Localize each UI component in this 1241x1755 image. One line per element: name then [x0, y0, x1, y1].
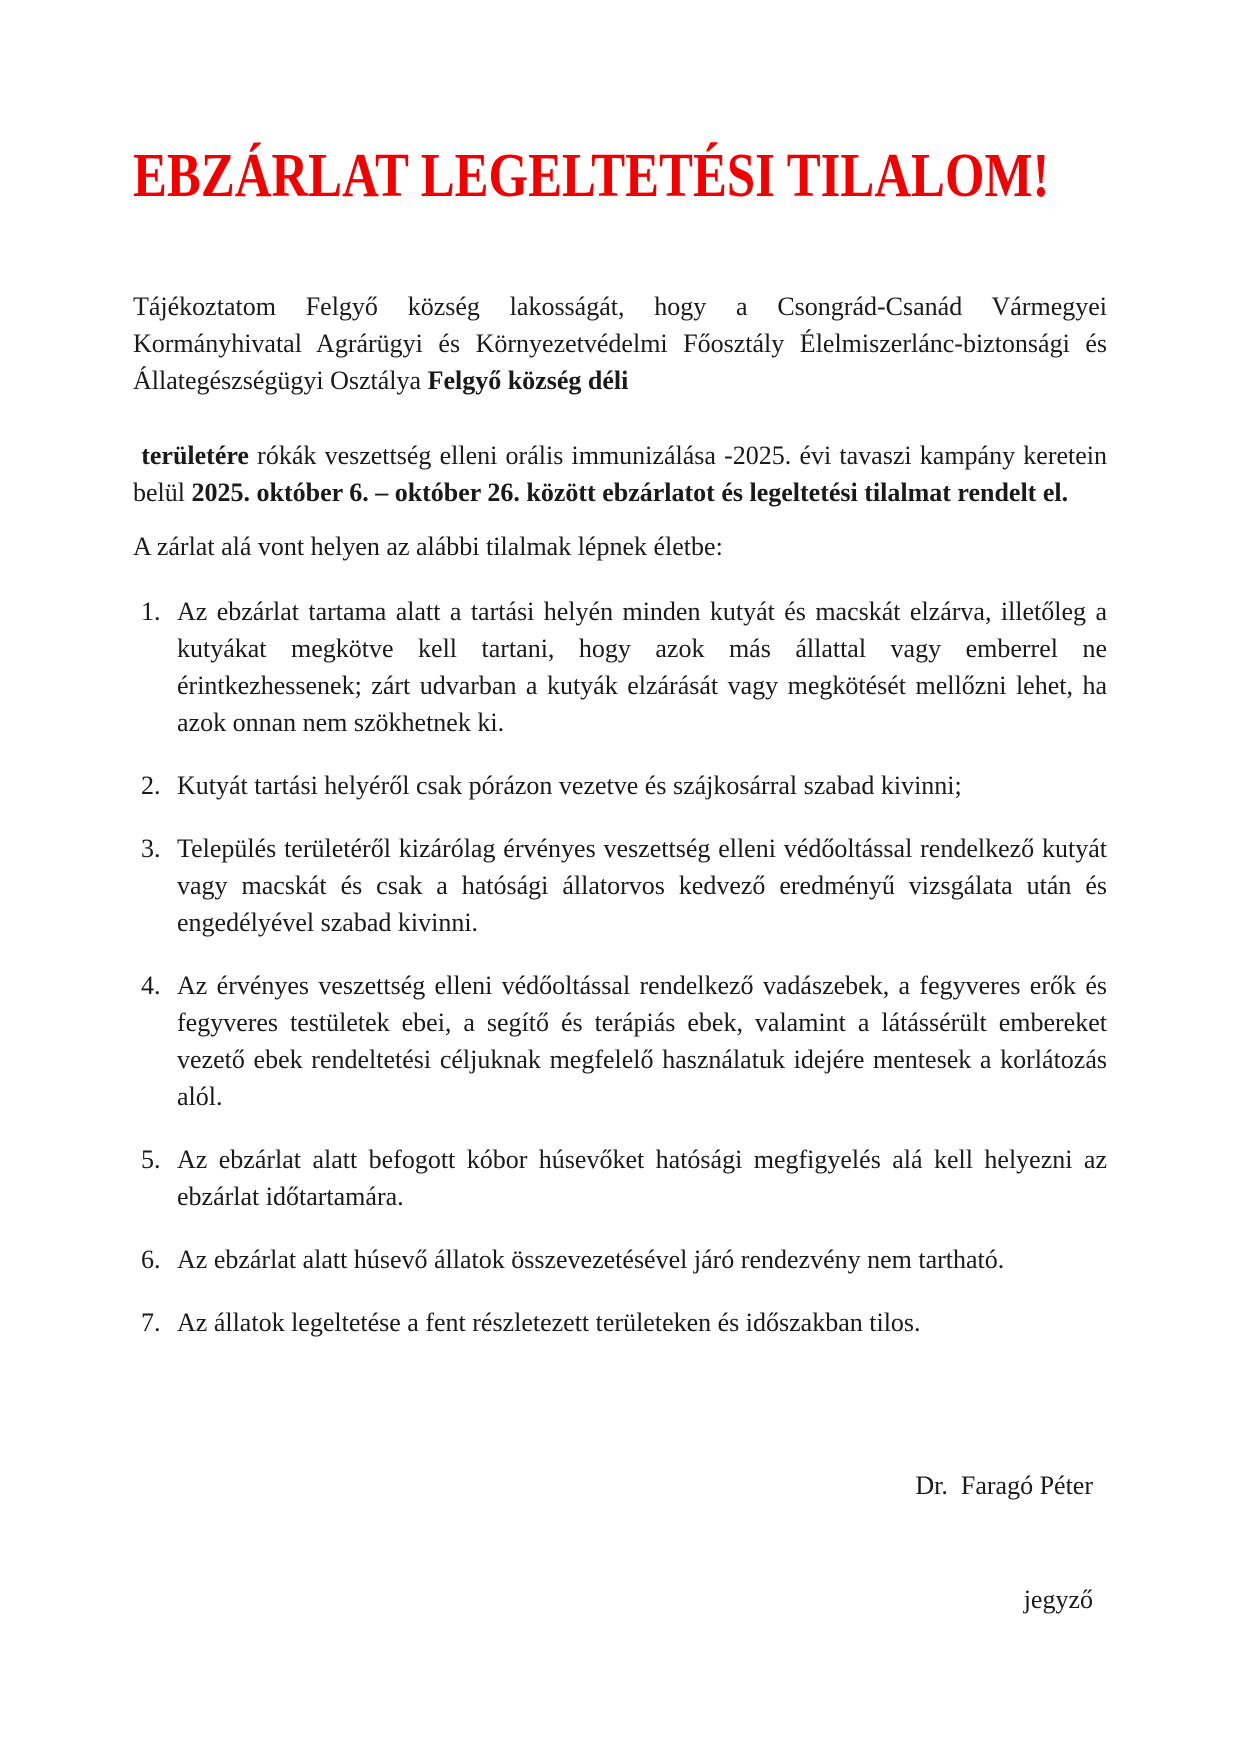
list-item-7	[141, 1304, 1107, 1341]
paragraph-segment: rókák veszettség elleni orális immunizálása -2025. évi tavaszi kampány keretein belül	[133, 441, 1114, 507]
list-item-1	[141, 593, 1107, 741]
list-item-text: Az ebzárlat alatt húsevő állatok összevezetésével járó rendezvény nem tartható.	[177, 1245, 1005, 1274]
list-item-text: Kutyát tartási helyéről csak pórázon vezetve és szájkosárral szabad kivinni;	[177, 771, 962, 800]
paragraphs-container	[133, 288, 1114, 565]
list-item-text: Az ebzárlat tartama alatt a tartási helyén minden kutyát és macskát elzárva, illetőleg a kutyákat megkötve kell tartani, hogy azok más állattal vagy emberrel ne érintkezhessenek; zárt udvarban a kutyák elzárását vagy megkötését mellőzni lehet, ha azok onnan nem szökhetnek ki.	[177, 597, 1107, 737]
list-item-number: 6.	[141, 1245, 161, 1274]
list-item-2	[141, 767, 1107, 804]
paragraph-2	[133, 437, 1114, 511]
list-item-number: 1.	[141, 597, 161, 626]
paragraph-3	[133, 528, 1107, 565]
list-item-number: 7.	[141, 1308, 161, 1337]
list-item-number: 5.	[141, 1145, 161, 1174]
paragraph-segment-bold: 2025. október 6. – október 26. között ebzárlatot és legeltetési tilalmat rendelt el.	[191, 478, 1069, 507]
signature-role: jegyző	[1023, 1585, 1093, 1614]
list-item-3	[141, 830, 1107, 941]
list-item-text: Az ebzárlat alatt befogott kóbor húsevőket hatósági megfigyelés alá kell helyezni az ebzárlat időtartamára.	[177, 1145, 1107, 1211]
list-item-4	[141, 967, 1107, 1115]
list-item-number: 3.	[141, 834, 161, 863]
paragraph-1	[133, 288, 1114, 399]
paragraph-segment: Tájékoztatom Felgyő község lakosságát, hogy a Csongrád-Csanád Vármegyei Kormányhivatal Agrárügyi és Környezetvédelmi Főosztály Élelmiszerlánc-biztonsági és Állategészségügyi Osztálya	[133, 292, 1114, 395]
signature-name: Dr. Faragó Péter	[915, 1471, 1093, 1500]
page-title: EBZÁRLAT LEGELTETÉSI TILALOM!	[133, 142, 1050, 210]
list-item-6	[141, 1241, 1107, 1278]
list-item-number: 4.	[141, 971, 161, 1000]
list-item-text: Település területéről kizárólag érvényes veszettség elleni védőoltással rendelkező kutyát vagy macskát és csak a hatósági állatorvos kedvező eredményű vizsgálata után és engedélyével szabad kivinni.	[177, 834, 1107, 937]
prohibition-list	[133, 593, 1107, 1341]
list-item-text: Az állatok legeltetése a fent részletezett területeken és időszakban tilos.	[177, 1308, 921, 1337]
paragraph-segment-bold: területére	[133, 441, 249, 470]
list-item-number: 2.	[141, 771, 161, 800]
signature-block	[133, 1391, 1107, 1695]
paragraph-segment-bold: Felgyő község déli	[427, 366, 629, 395]
paragraph-segment: A zárlat alá vont helyen az alábbi tilalmak lépnek életbe:	[133, 532, 723, 561]
list-item-text: Az érvényes veszettség elleni védőoltással rendelkező vadászebek, a fegyveres erők és fegyveres testületek ebei, a segítő és terápiás ebek, valamint a látássérült embereket vezető ebek rendeltetési céljuknak megfelelő használatuk idejére mentesek a korlátozás alól.	[177, 971, 1107, 1111]
document-body	[133, 288, 1114, 1695]
list-item-5	[141, 1141, 1107, 1215]
